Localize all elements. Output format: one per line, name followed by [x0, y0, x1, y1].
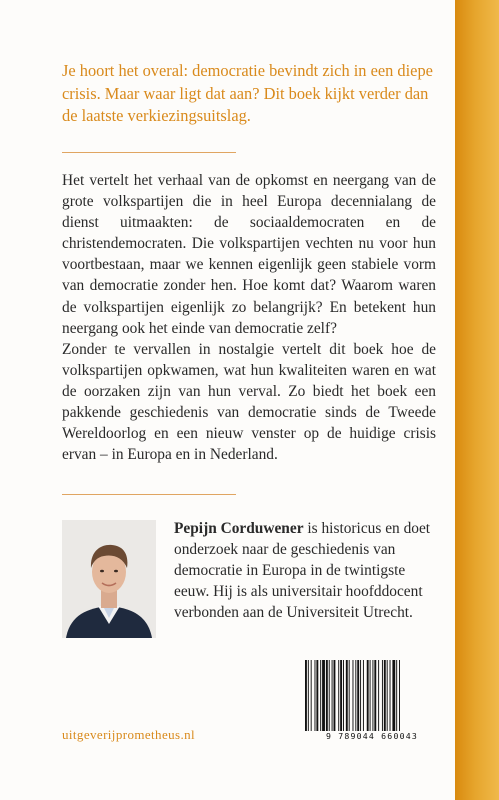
orange-spine-band — [455, 0, 499, 800]
barcode-bar — [374, 660, 376, 732]
barcode-bar — [320, 660, 321, 732]
author-name: Pepijn Corduwener — [174, 520, 304, 537]
barcode-bar — [372, 660, 373, 732]
intro-text: Je hoort het overal: democratie bevindt zich in een diepe crisis. Maar waar ligt dat aan? Dit boek kijkt verder dan de laatste verkiezingsuitslag. — [62, 61, 433, 125]
barcode-bar — [367, 660, 369, 732]
barcode-bar — [392, 660, 395, 732]
barcode-bar — [387, 660, 388, 732]
description-text — [62, 170, 436, 465]
description-paragraph: Het vertelt het verhaal van de opkomst en neergang van de grote volkspartijen die in heel Europa decennialang de dienst uitmaakten: de sociaaldemocraten en de christendemocraten. Die volkspartijen vechten nu voor hun voortbestaan, maar we kennen eigenlijk geen stabiele vorm van democratie zonder hen. Hoe komt dat? Waarom waren de volkspartijen eigenlijk zo belangrijk? En betekent hun neergang ook het einde van democratie zelf? — [62, 172, 436, 337]
barcode-bar — [340, 660, 342, 732]
barcode-bar — [329, 660, 330, 732]
barcode-bar — [326, 660, 328, 732]
author-bio — [174, 518, 436, 623]
barcode-bar — [382, 660, 383, 732]
author-photo — [62, 520, 156, 638]
barcode-bar — [390, 660, 391, 732]
divider-line — [62, 152, 236, 153]
barcode-bar — [363, 660, 364, 732]
barcode-bar — [353, 660, 354, 732]
divider-line — [62, 494, 236, 495]
barcode-bar — [322, 660, 325, 732]
barcode-bar — [316, 660, 318, 732]
barcode-bar — [343, 660, 344, 732]
barcode-bar — [396, 660, 397, 732]
barcode-bar — [346, 660, 348, 732]
author-bio-text: is historicus en doet onderzoek naar de geschiedenis van democratie in Europa in de twintigste eeuw. Hij is als universitair hoofddocent verbonden aan de Universiteit Utrecht. — [174, 520, 431, 622]
publisher-website-link[interactable]: uitgeverijprometheus.nl — [62, 727, 196, 742]
barcode-bar — [384, 660, 386, 732]
barcode-bar — [308, 660, 309, 732]
barcode-bar — [334, 660, 336, 732]
barcode-bar — [378, 660, 379, 732]
description-paragraph: Zonder te vervallen in nostalgie vertelt dit boek hoe de volkspartijen opkwamen, wat hun kwaliteiten waren en wat de oorzaken zijn van hun verval. Zo biedt het boek een pakkende geschiedenis van democratie sinds de Tweede Wereldoorlog en een nieuw venster op de huidige crisis ervan – in Europa en in Nederland. — [62, 340, 436, 464]
barcode-bar — [370, 660, 371, 732]
barcode-bar — [355, 660, 356, 732]
barcode-bar — [311, 660, 312, 732]
barcode-bar — [305, 660, 307, 732]
barcode-bar — [315, 660, 316, 732]
barcode-bar — [338, 660, 339, 732]
barcode-bar — [332, 660, 333, 732]
isbn-number: 9 789044 660043 — [303, 731, 441, 741]
barcode-bar — [357, 660, 359, 732]
barcode-bar — [399, 660, 400, 732]
barcode-bar — [360, 660, 361, 732]
barcode-bar — [349, 660, 350, 732]
